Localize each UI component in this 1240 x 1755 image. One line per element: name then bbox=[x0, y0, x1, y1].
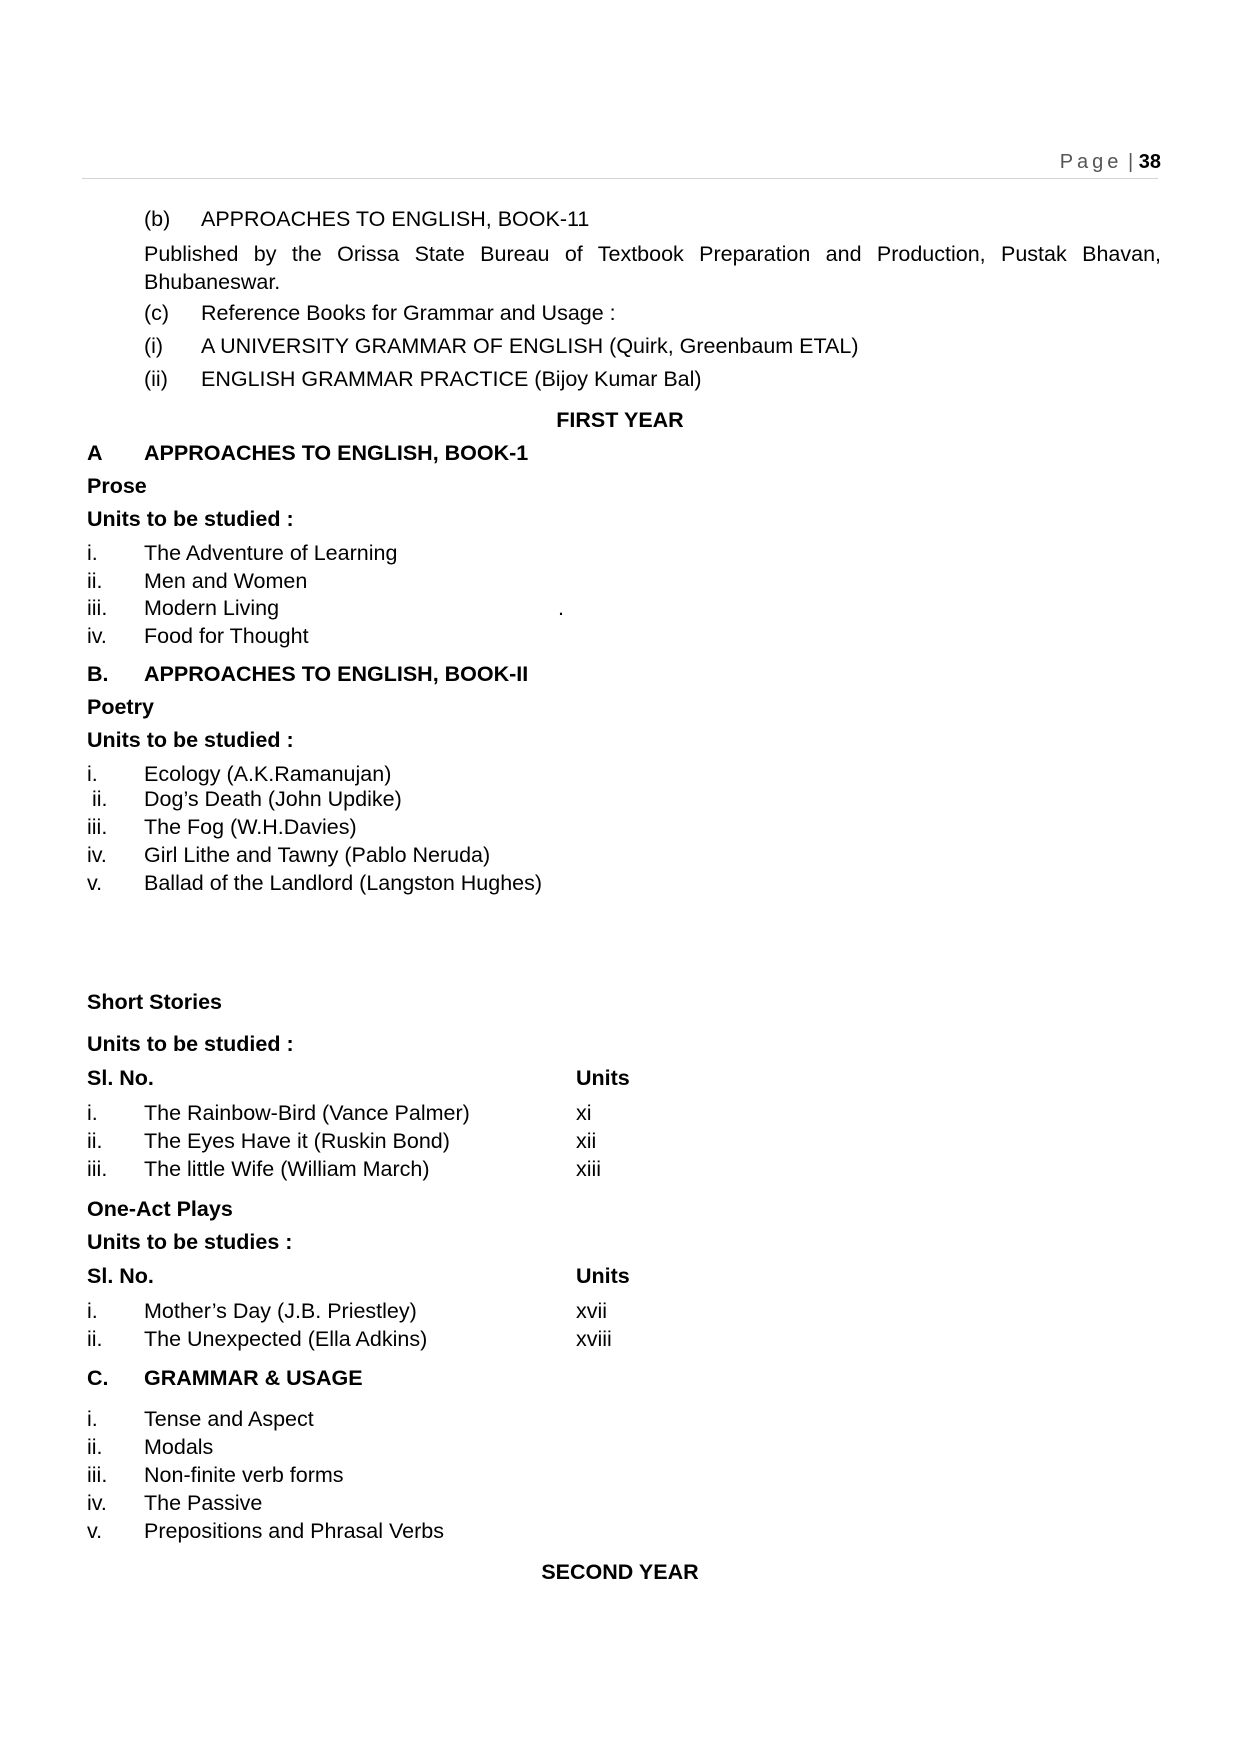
ref-i-marker: (i) bbox=[144, 334, 164, 358]
stray-dot: . bbox=[558, 596, 564, 620]
header-separator: | bbox=[1127, 151, 1139, 173]
table-row: The Eyes Have it (Ruskin Bond) bbox=[144, 1129, 450, 1153]
poetry-units-heading: Units to be studied : bbox=[87, 728, 294, 752]
section-c-letter: C. bbox=[87, 1366, 109, 1390]
short-stories-heading: Short Stories bbox=[87, 990, 222, 1014]
list-item: Modals bbox=[144, 1435, 214, 1459]
list-item-marker: iv. bbox=[87, 843, 107, 867]
table-row-marker: ii. bbox=[87, 1129, 103, 1153]
ref-ii-text: ENGLISH GRAMMAR PRACTICE (Bijoy Kumar Bal) bbox=[201, 367, 702, 391]
item-b-text: APPROACHES TO ENGLISH, BOOK-11 bbox=[201, 207, 590, 231]
table-row-unit: xii bbox=[576, 1129, 597, 1153]
list-item: The Fog (W.H.Davies) bbox=[144, 815, 357, 839]
list-item: Modern Living bbox=[144, 596, 280, 620]
ref-ii-marker: (ii) bbox=[144, 367, 168, 391]
table-row-unit: xviii bbox=[576, 1327, 612, 1351]
list-item: Ballad of the Landlord (Langston Hughes) bbox=[144, 871, 543, 895]
list-item-marker: ii. bbox=[87, 1435, 103, 1459]
page-number: 38 bbox=[1138, 151, 1161, 173]
list-item-marker: ii. bbox=[92, 787, 108, 811]
page-word: Page bbox=[1059, 151, 1123, 173]
item-c-text: Reference Books for Grammar and Usage : bbox=[201, 301, 616, 325]
prose-heading: Prose bbox=[87, 474, 147, 498]
list-item-marker: v. bbox=[87, 1519, 103, 1543]
list-item-marker: v. bbox=[87, 871, 103, 895]
one-act-plays-col-sl: Sl. No. bbox=[87, 1264, 154, 1288]
short-stories-units-heading: Units to be studied : bbox=[87, 1032, 294, 1056]
list-item-marker: i. bbox=[87, 541, 98, 565]
list-item: Non-finite verb forms bbox=[144, 1463, 344, 1487]
list-item: Dog’s Death (John Updike) bbox=[144, 787, 402, 811]
one-act-plays-col-units: Units bbox=[576, 1264, 630, 1288]
table-row-marker: i. bbox=[87, 1101, 98, 1125]
table-row: The little Wife (William March) bbox=[144, 1157, 430, 1181]
list-item-marker: iii. bbox=[87, 815, 108, 839]
list-item: Food for Thought bbox=[144, 624, 309, 648]
table-row-marker: iii. bbox=[87, 1157, 108, 1181]
list-item-marker: iv. bbox=[87, 624, 107, 648]
list-item-marker: ii. bbox=[87, 569, 103, 593]
list-item: The Adventure of Learning bbox=[144, 541, 398, 565]
section-a-title: APPROACHES TO ENGLISH, BOOK-1 bbox=[144, 441, 529, 465]
table-row-unit: xvii bbox=[576, 1299, 608, 1323]
list-item-marker: iii. bbox=[87, 596, 108, 620]
section-b-title: APPROACHES TO ENGLISH, BOOK-II bbox=[144, 662, 529, 686]
section-c-title: GRAMMAR & USAGE bbox=[144, 1366, 363, 1390]
table-row: Mother’s Day (J.B. Priestley) bbox=[144, 1299, 417, 1323]
section-b-letter: B. bbox=[87, 662, 109, 686]
list-item: Tense and Aspect bbox=[144, 1407, 314, 1431]
second-year-title: SECOND YEAR bbox=[541, 1560, 699, 1584]
header-divider bbox=[82, 178, 1158, 179]
prose-units-heading: Units to be studied : bbox=[87, 507, 294, 531]
list-item: Men and Women bbox=[144, 569, 308, 593]
list-item-marker: iii. bbox=[87, 1463, 108, 1487]
table-row-unit: xiii bbox=[576, 1157, 602, 1181]
ref-i-text: A UNIVERSITY GRAMMAR OF ENGLISH (Quirk, Greenbaum ETAL) bbox=[201, 334, 859, 358]
list-item-marker: i. bbox=[87, 1407, 98, 1431]
list-item: Ecology (A.K.Ramanujan) bbox=[144, 762, 392, 786]
short-stories-col-sl: Sl. No. bbox=[87, 1066, 154, 1090]
list-item-marker: iv. bbox=[87, 1491, 107, 1515]
poetry-heading: Poetry bbox=[87, 695, 154, 719]
one-act-plays-heading: One-Act Plays bbox=[87, 1197, 233, 1221]
item-b-marker: (b) bbox=[144, 207, 171, 231]
list-item: Girl Lithe and Tawny (Pablo Neruda) bbox=[144, 843, 491, 867]
table-row-marker: ii. bbox=[87, 1327, 103, 1351]
one-act-plays-units-heading: Units to be studies : bbox=[87, 1230, 293, 1254]
list-item: Prepositions and Phrasal Verbs bbox=[144, 1519, 444, 1543]
table-row: The Rainbow-Bird (Vance Palmer) bbox=[144, 1101, 470, 1125]
page-number-header bbox=[1060, 151, 1161, 174]
list-item: The Passive bbox=[144, 1491, 263, 1515]
item-c-marker: (c) bbox=[144, 301, 170, 325]
table-row: The Unexpected (Ella Adkins) bbox=[144, 1327, 428, 1351]
section-a-letter: A bbox=[87, 441, 103, 465]
table-row-marker: i. bbox=[87, 1299, 98, 1323]
first-year-title: FIRST YEAR bbox=[556, 408, 684, 432]
publisher-paragraph: Published by the Orissa State Bureau of Textbook Preparation and Production, Pustak Bhavan, Bhubaneswar. bbox=[144, 242, 1161, 294]
list-item-marker: i. bbox=[87, 762, 98, 786]
table-row-unit: xi bbox=[576, 1101, 592, 1125]
short-stories-col-units: Units bbox=[576, 1066, 630, 1090]
